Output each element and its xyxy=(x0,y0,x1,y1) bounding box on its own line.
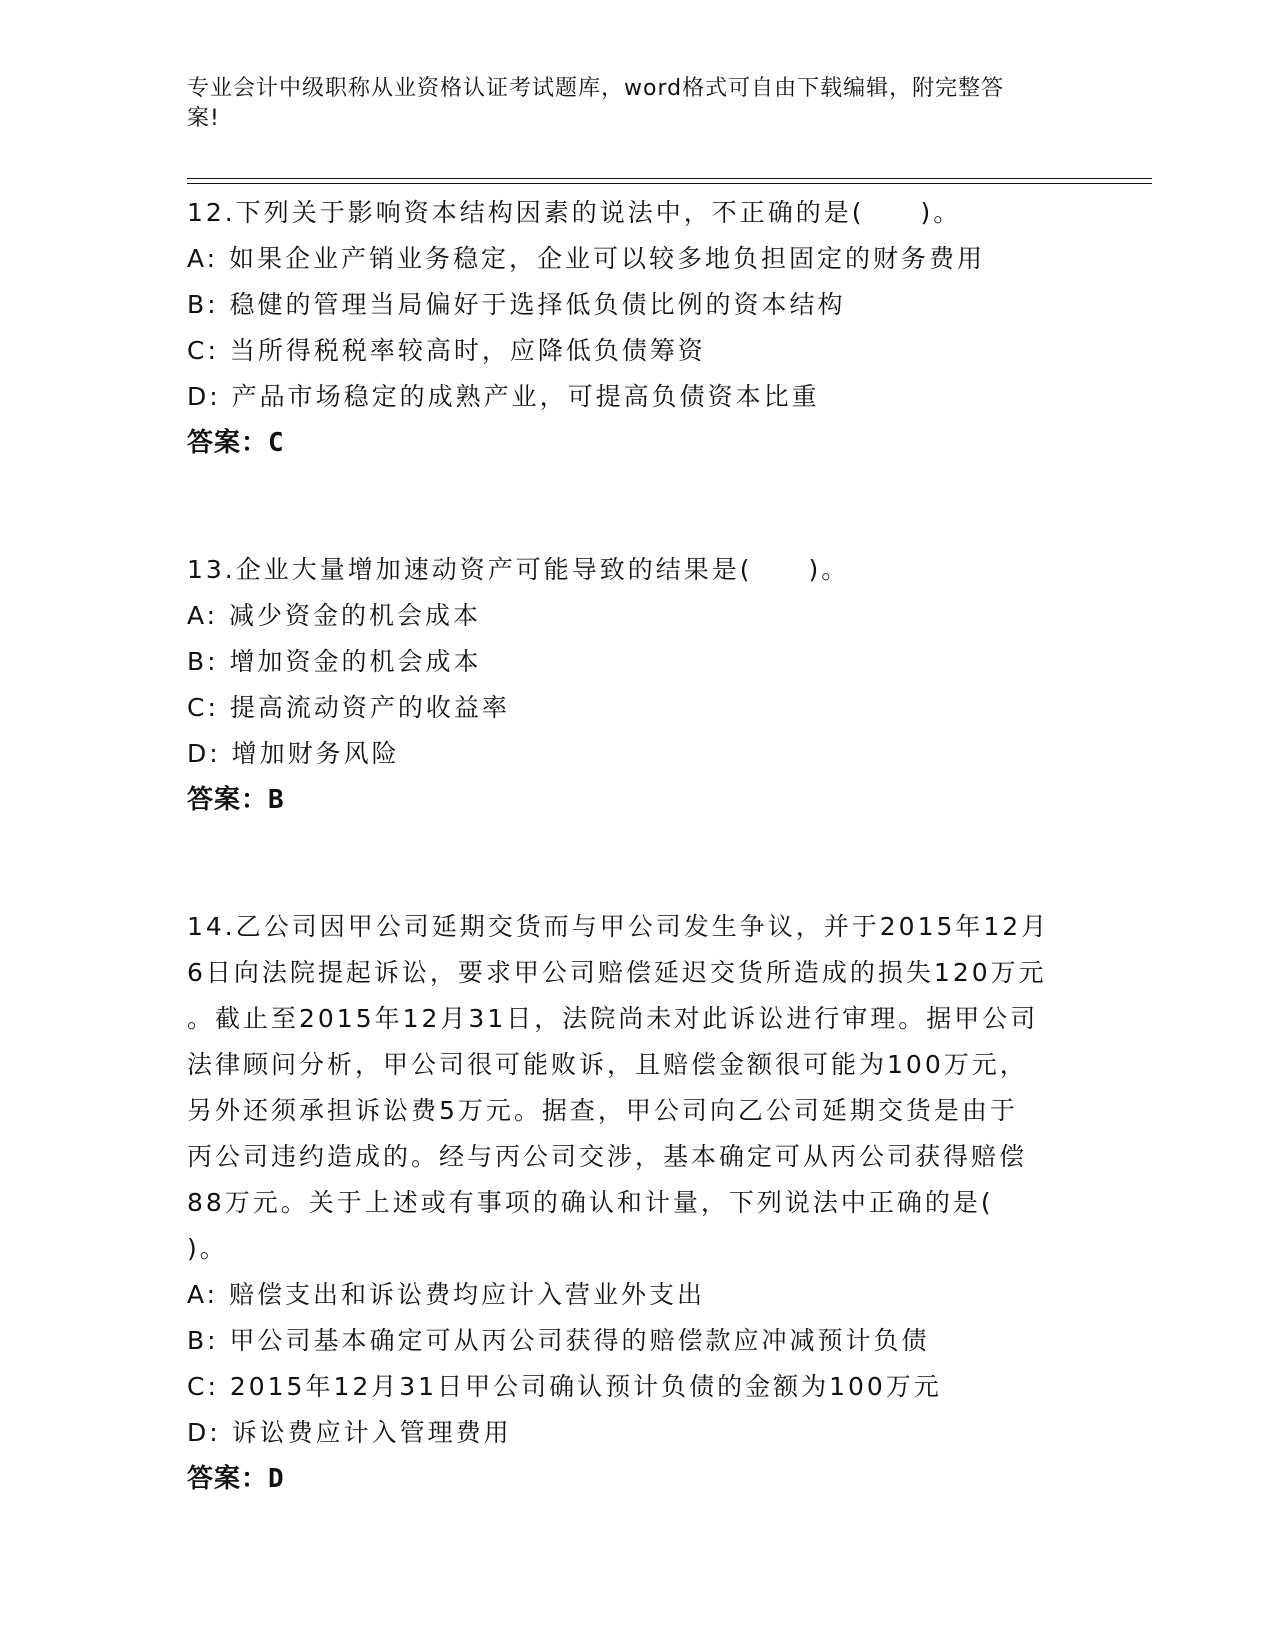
question-list xyxy=(187,190,1107,1502)
question-stem-line: 丙公司违约造成的。经与丙公司交涉，基本确定可从丙公司获得赔偿 xyxy=(187,1142,1028,1171)
question-stem-line: 6日向法院提起诉讼，要求甲公司赔偿延迟交货所造成的损失120万元 xyxy=(187,958,1047,987)
option-c: C: 当所得税税率较高时，应降低负债筹资 xyxy=(187,336,706,365)
question-stem: 12.下列关于影响资本结构因素的说法中，不正确的是( )。 xyxy=(187,198,962,227)
option-b: B: 稳健的管理当局偏好于选择低负债比例的资本结构 xyxy=(187,290,846,319)
answer-value: C xyxy=(268,428,285,458)
header-line-2: 案! xyxy=(187,106,220,131)
document-header xyxy=(187,74,1067,134)
option-b: B: 甲公司基本确定可从丙公司获得的赔偿款应冲减预计负债 xyxy=(187,1326,930,1355)
option-d: D: 诉讼费应计入管理费用 xyxy=(187,1418,512,1447)
answer-label: 答案： xyxy=(187,1464,269,1494)
question-12 xyxy=(187,190,1107,466)
answer-label: 答案： xyxy=(187,785,269,815)
question-stem-line: 法律顾问分析，甲公司很可能败诉，且赔偿金额很可能为100万元， xyxy=(187,1050,1028,1079)
header-divider-bottom xyxy=(187,183,1152,184)
answer-label: 答案： xyxy=(187,428,269,458)
spacer xyxy=(187,466,1107,547)
option-b: B: 增加资金的机会成本 xyxy=(187,647,482,676)
answer-value: B xyxy=(268,785,285,815)
option-c: C: 2015年12月31日甲公司确认预计负债的金额为100万元 xyxy=(187,1372,942,1401)
option-a: A: 如果企业产销业务稳定，企业可以较多地负担固定的财务费用 xyxy=(187,244,986,273)
option-d: D: 产品市场稳定的成熟产业，可提高负债资本比重 xyxy=(187,382,820,411)
option-c: C: 提高流动资产的收益率 xyxy=(187,693,510,722)
question-13 xyxy=(187,547,1107,823)
question-stem-line: 。截止至2015年12月31日，法院尚未对此诉讼进行审理。据甲公司 xyxy=(187,1004,1039,1033)
header-line-1: 专业会计中级职称从业资格认证考试题库，word格式可自由下载编辑，附完整答 xyxy=(187,76,1005,101)
question-stem-line: 88万元。关于上述或有事项的确认和计量，下列说法中正确的是( xyxy=(187,1188,994,1217)
header-divider-top xyxy=(187,178,1152,179)
option-a: A: 减少资金的机会成本 xyxy=(187,601,482,630)
question-stem: 13.企业大量增加速动资产可能导致的结果是( )。 xyxy=(187,555,850,584)
answer-value: D xyxy=(268,1464,285,1494)
answer-line xyxy=(187,420,1107,466)
question-stem-line: 另外还须承担诉讼费5万元。据查，甲公司向乙公司延期交货是由于 xyxy=(187,1096,1018,1125)
answer-line xyxy=(187,1456,1107,1502)
question-stem-line: 14.乙公司因甲公司延期交货而与甲公司发生争议，并于2015年12月 xyxy=(187,912,1050,941)
question-14 xyxy=(187,904,1107,1502)
question-stem-line: )。 xyxy=(187,1234,228,1263)
spacer xyxy=(187,823,1107,904)
option-d: D: 增加财务风险 xyxy=(187,739,400,768)
option-a: A: 赔偿支出和诉讼费均应计入营业外支出 xyxy=(187,1280,706,1309)
answer-line xyxy=(187,777,1107,823)
